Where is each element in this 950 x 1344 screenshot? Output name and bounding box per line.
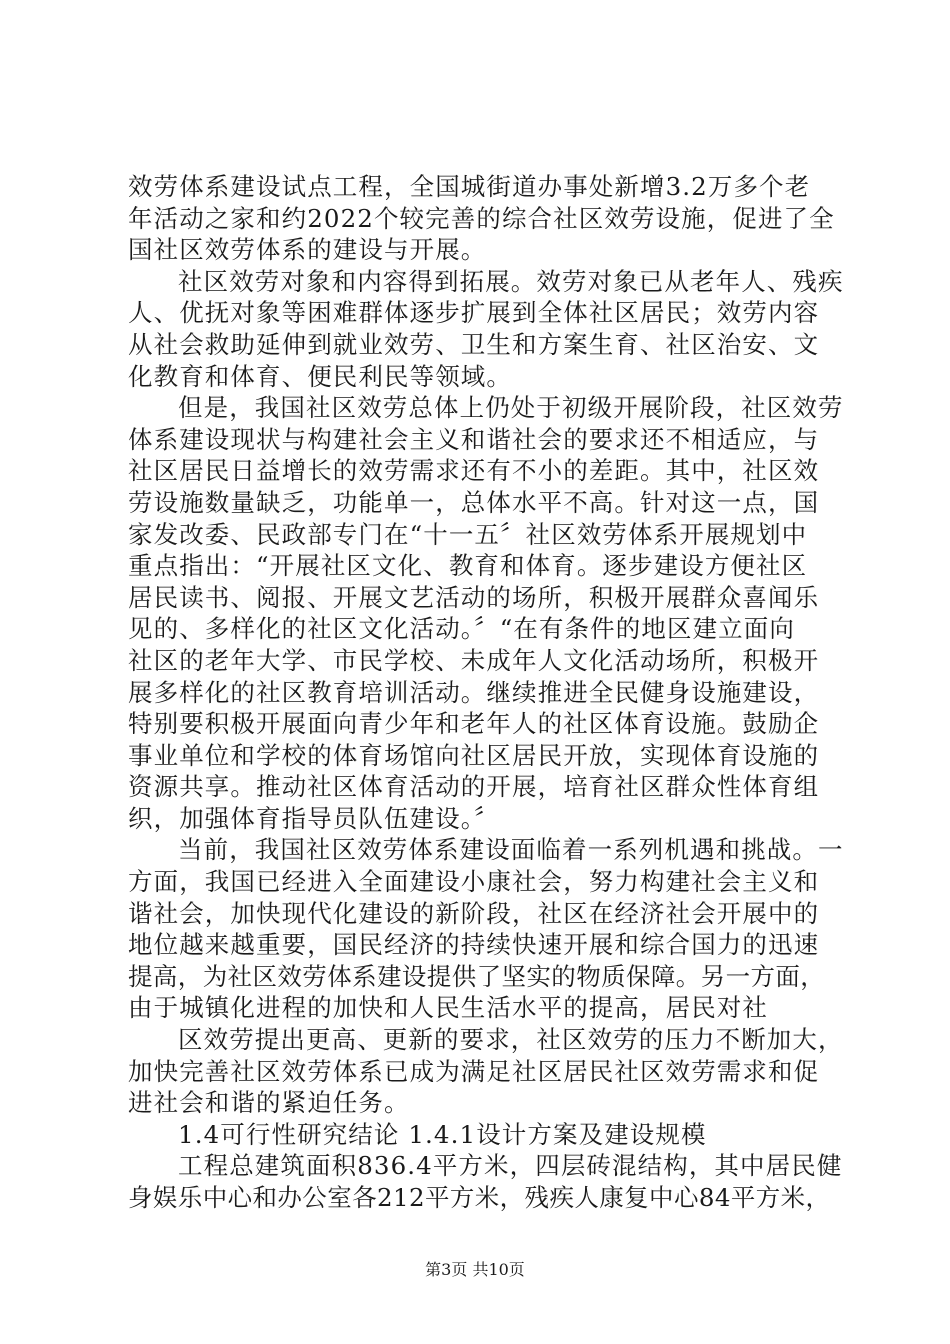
text-line: 加快完善社区效劳体系已成为满足社区居民社区效劳需求和促 bbox=[128, 1056, 820, 1086]
text-line: 劳设施数量缺乏，功能单一，总体水平不高。针对这一点，国 bbox=[128, 487, 820, 517]
text-line: 进社会和谐的紧迫任务。 bbox=[128, 1088, 410, 1118]
text-line: 织，加强体育指导员队伍建设。〞 bbox=[128, 803, 500, 833]
text-line: 资源共享。推动社区体育活动的开展，培育社区群众性体育组 bbox=[128, 772, 820, 802]
text-line: 但是，我国社区效劳总体上仍处于初级开展阶段，社区效劳 bbox=[178, 393, 844, 423]
text-line: 从社会救助延伸到就业效劳、卫生和方案生育、社区治安、文 bbox=[128, 329, 820, 359]
text-line: 由于城镇化进程的加快和人民生活水平的提高，居民对社 bbox=[128, 993, 768, 1023]
page-footer bbox=[0, 1257, 950, 1280]
section-heading: 1.4可行性研究结论 1.4.1设计方案及建设规模 bbox=[178, 1119, 707, 1149]
text-line: 体系建设现状与构建社会主义和谐社会的要求还不相适应，与 bbox=[128, 424, 820, 454]
text-line: 年活动之家和约2022个较完善的综合社区效劳设施，促进了全 bbox=[128, 203, 835, 233]
text-line: 见的、多样化的社区文化活动。〞“在有条件的地区建立面向 bbox=[128, 614, 795, 644]
text-line: 特别要积极开展面向青少年和老年人的社区体育设施。鼓励企 bbox=[128, 709, 820, 739]
text-line: 当前，我国社区效劳体系建设面临着一系列机遇和挑战。一 bbox=[178, 835, 844, 865]
text-line: 社区居民日益增长的效劳需求还有不小的差距。其中，社区效 bbox=[128, 456, 820, 486]
text-line: 工程总建筑面积836.4平方米，四层砖混结构，其中居民健 bbox=[178, 1151, 843, 1181]
text-line: 提高，为社区效劳体系建设提供了坚实的物质保障。另一方面， bbox=[128, 961, 826, 991]
text-line: 居民读书、阅报、开展文艺活动的场所，积极开展群众喜闻乐 bbox=[128, 582, 820, 612]
text-line: 谐社会，加快现代化建设的新阶段，社区在经济社会开展中的 bbox=[128, 898, 820, 928]
text-line: 身娱乐中心和办公室各212平方米，残疾人康复中心84平方米， bbox=[128, 1183, 831, 1212]
text-line: 方面，我国已经进入全面建设小康社会，努力构建社会主义和 bbox=[128, 867, 820, 897]
text-line: 人、优抚对象等困难群体逐步扩展到全体社区居民；效劳内容 bbox=[128, 298, 820, 328]
text-line: 展多样化的社区教育培训活动。继续推进全民健身设施建设， bbox=[128, 677, 820, 707]
text-line: 社区效劳对象和内容得到拓展。效劳对象已从老年人、残疾 bbox=[178, 266, 844, 296]
page-number-label: 第3页 共10页 bbox=[425, 1260, 525, 1279]
text-line: 事业单位和学校的体育场馆向社区居民开放，实现体育设施的 bbox=[128, 740, 820, 770]
text-line: 化教育和体育、便民利民等领域。 bbox=[128, 361, 512, 391]
text-line: 地位越来越重要，国民经济的持续快速开展和综合国力的迅速 bbox=[128, 930, 820, 960]
text-line: 区效劳提出更高、更新的要求，社区效劳的压力不断加大， bbox=[178, 1025, 844, 1055]
text-line: 重点指出：“开展社区文化、教育和体育。逐步建设方便社区 bbox=[128, 551, 808, 581]
document-body bbox=[128, 171, 844, 1214]
text-line: 社区的老年大学、市民学校、未成年人文化活动场所，积极开 bbox=[128, 645, 820, 675]
text-line: 效劳体系建设试点工程，全国城街道办事处新增3.2万多个老 bbox=[128, 172, 811, 201]
text-line: 国社区效劳体系的建设与开展。 bbox=[128, 235, 487, 265]
text-line: 家发改委、民政部专门在“十一五〞社区效劳体系开展规划中 bbox=[128, 519, 808, 549]
